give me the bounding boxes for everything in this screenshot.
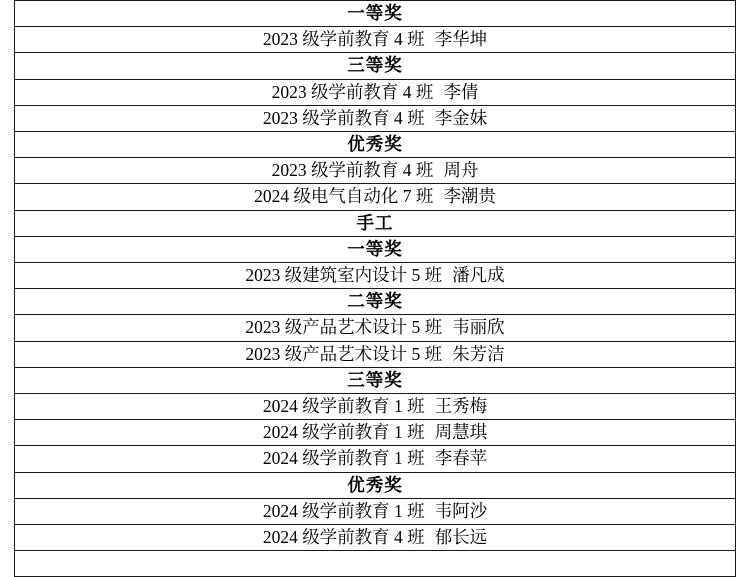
entry-class: 2023 级学前教育 4 班 (262, 29, 425, 50)
award-entry-cell (15, 263, 736, 289)
table-row (15, 289, 736, 315)
table-row (15, 236, 736, 262)
entry-name: 李潮贵 (443, 186, 496, 207)
award-entry-cell (15, 394, 736, 420)
entry-name: 周舟 (443, 160, 479, 181)
award-list-table (14, 0, 736, 577)
entry-class: 2023 级产品艺术设计 5 班 (245, 343, 443, 364)
award-category-cell: 一等奖 (15, 236, 736, 262)
entry-name: 王秀梅 (434, 396, 488, 417)
table-row (15, 184, 736, 210)
award-entry-cell (15, 184, 736, 210)
entry-name: 郁长远 (434, 527, 488, 548)
table-row (15, 27, 736, 53)
entry-class: 2023 级产品艺术设计 5 班 (245, 317, 443, 338)
award-entry-cell (15, 446, 736, 472)
entry-name: 李倩 (443, 81, 479, 102)
award-entry-cell (15, 105, 736, 131)
entry-name: 潘凡成 (452, 265, 505, 286)
entry-class: 2023 级建筑室内设计 5 班 (245, 265, 443, 286)
table-row (15, 105, 736, 131)
entry-class: 2023 级学前教育 4 班 (271, 81, 434, 102)
entry-name: 朱芳洁 (452, 343, 505, 364)
entry-class: 2024 级电气自动化 7 班 (254, 186, 434, 207)
award-category-cell: 三等奖 (15, 53, 736, 79)
award-list-table-body (15, 1, 736, 577)
award-entry-cell (15, 27, 736, 53)
entry-name: 李春苹 (434, 448, 488, 469)
award-entry-cell (15, 420, 736, 446)
award-entry-cell (15, 525, 736, 551)
table-row (15, 551, 736, 577)
award-category-cell: 优秀奖 (15, 132, 736, 158)
entry-class: 2024 级学前教育 4 班 (262, 527, 425, 548)
table-row (15, 315, 736, 341)
entry-class: 2023 级学前教育 4 班 (271, 160, 434, 181)
award-category-cell: 二等奖 (15, 289, 736, 315)
table-row (15, 1, 736, 27)
award-category-cell: 优秀奖 (15, 472, 736, 498)
table-row (15, 263, 736, 289)
table-row (15, 79, 736, 105)
table-row (15, 210, 736, 236)
entry-name: 韦丽欣 (452, 317, 505, 338)
award-category-cell: 一等奖 (15, 1, 736, 27)
table-row (15, 53, 736, 79)
award-category-cell: 三等奖 (15, 367, 736, 393)
award-entry-cell (15, 341, 736, 367)
entry-class: 2024 级学前教育 1 班 (262, 500, 425, 521)
blank-cell (15, 551, 736, 577)
entry-class: 2024 级学前教育 1 班 (262, 396, 425, 417)
entry-class: 2024 级学前教育 1 班 (262, 448, 425, 469)
table-row (15, 158, 736, 184)
table-row (15, 446, 736, 472)
table-row (15, 341, 736, 367)
entry-name: 周慧琪 (434, 422, 488, 443)
table-row (15, 525, 736, 551)
table-row (15, 420, 736, 446)
entry-class: 2023 级学前教育 4 班 (262, 107, 425, 128)
table-row (15, 472, 736, 498)
entry-name: 李金妹 (434, 107, 488, 128)
award-entry-cell (15, 158, 736, 184)
entry-class: 2024 级学前教育 1 班 (262, 422, 425, 443)
award-entry-cell (15, 79, 736, 105)
entry-name: 李华坤 (434, 29, 488, 50)
table-row (15, 367, 736, 393)
table-row (15, 132, 736, 158)
table-row (15, 394, 736, 420)
award-entry-cell (15, 315, 736, 341)
award-category-cell: 手工 (15, 210, 736, 236)
award-entry-cell (15, 498, 736, 524)
entry-name: 韦阿沙 (434, 500, 488, 521)
table-row (15, 498, 736, 524)
